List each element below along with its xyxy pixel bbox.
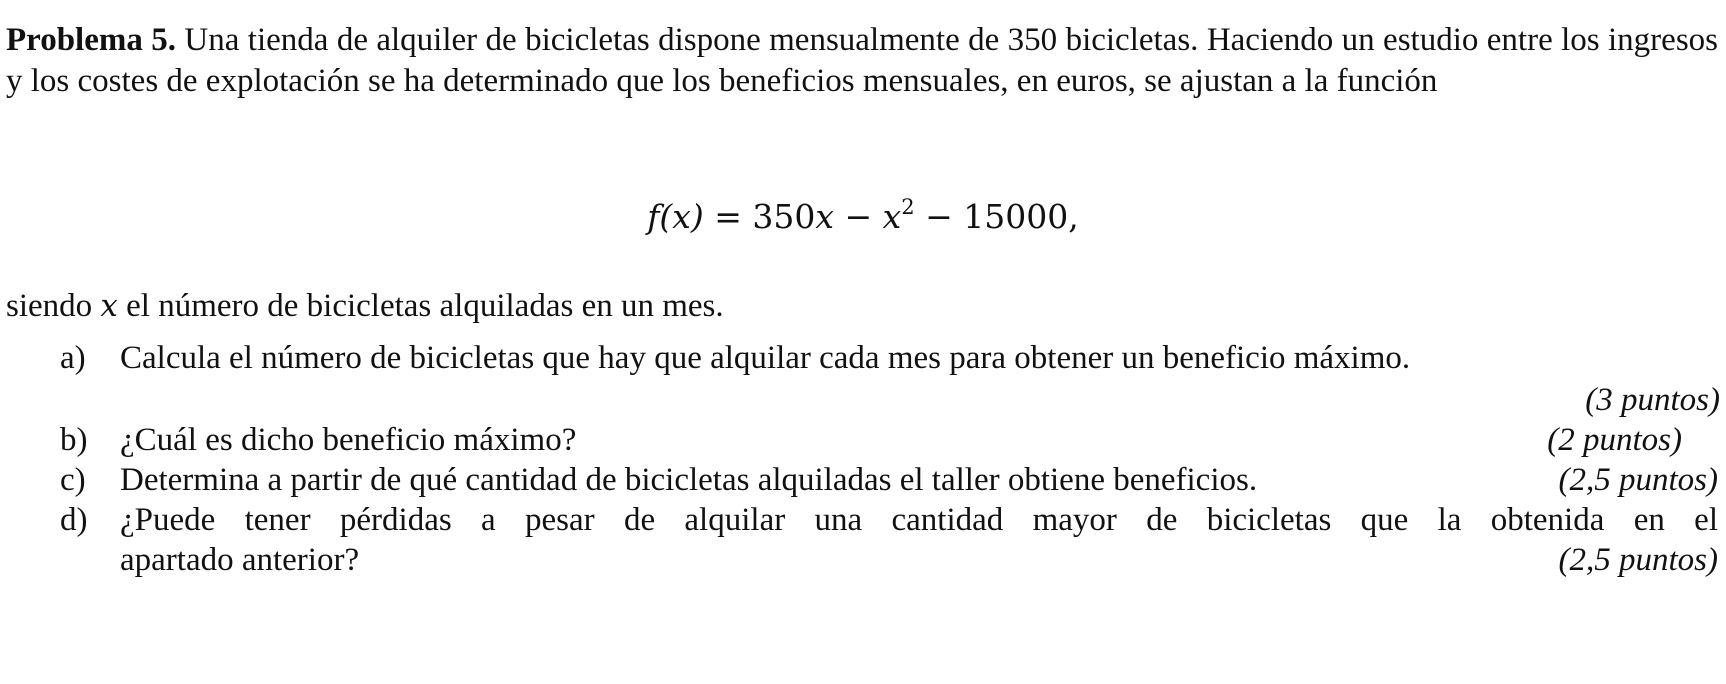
question-text-line1: ¿Puede tener pérdidas a pesar de alquilar una cantidad mayor de bicicletas que la obtenida en el (120, 502, 1718, 538)
formula-minus: − (834, 197, 883, 236)
problem-statement (6, 20, 1718, 102)
question-a-points: (3 puntos) (1585, 382, 1720, 418)
question-d-points: (2,5 puntos) (1558, 542, 1718, 578)
variable-definition (6, 286, 1718, 327)
question-text: ¿Cuál es dicho beneficio máximo? (120, 422, 577, 458)
question-text: Determina a partir de qué cantidad de bicicletas alquiladas el taller obtiene beneficios. (120, 462, 1258, 498)
formula-eq: = 350 (703, 197, 816, 236)
variable-x: x (100, 288, 118, 324)
variable-definition-text: el número de bicicletas alquiladas en un mes. (117, 288, 724, 324)
question-b-points: (2 puntos) (1547, 422, 1682, 458)
question-d (60, 500, 1718, 541)
question-text: Calcula el número de bicicletas que hay que alquilar cada mes para obtener un beneficio máximo. (120, 340, 1411, 376)
question-text-line2: apartado anterior? (120, 542, 360, 578)
question-label: c) (60, 462, 86, 498)
question-label: d) (60, 502, 88, 538)
formula-lhs: f(x) (647, 197, 704, 236)
problem-heading: Problema 5. (6, 22, 177, 58)
variable-definition-prefix: siendo (6, 288, 101, 324)
question-label: a) (60, 340, 86, 376)
formula-exponent: 2 (901, 195, 915, 219)
formula-x-squared-base: x (882, 197, 902, 236)
question-c-points: (2,5 puntos) (1558, 462, 1718, 498)
formula-rest: − 15000, (914, 197, 1079, 236)
formula-x: x (815, 197, 835, 236)
question-label: b) (60, 422, 88, 458)
problem-intro: Una tienda de alquiler de bicicletas dispone mensualmente de 350 bicicletas. Haciendo un estudio entre los ingresos y los costes de explotación se ha determinado que los beneficios mensuales, en euros, se ajustan a la función (6, 22, 1719, 99)
profit-function-formula (0, 196, 1726, 238)
